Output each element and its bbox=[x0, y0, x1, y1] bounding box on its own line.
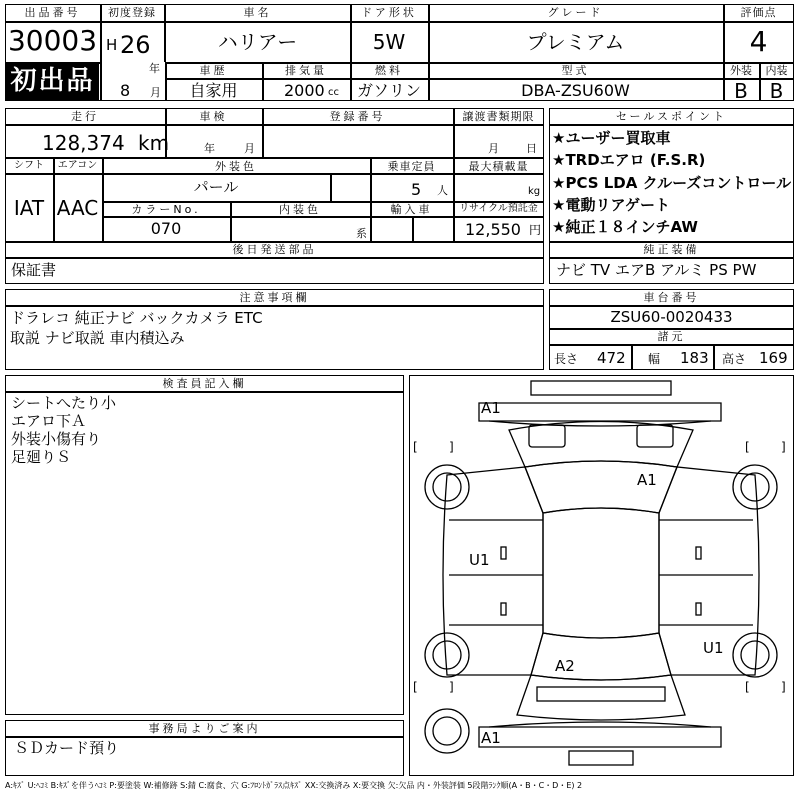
spare-wheel bbox=[425, 709, 469, 753]
car-name-label: 車名 bbox=[243, 6, 272, 19]
damage-mark: A1 bbox=[481, 399, 501, 417]
svg-text:]: ] bbox=[781, 680, 786, 694]
inspection-label: 車検 bbox=[199, 110, 228, 123]
height-label: 高さ bbox=[722, 352, 747, 366]
interior-color-label: 内装色 bbox=[279, 203, 321, 216]
year-unit: 年 bbox=[149, 62, 160, 75]
era: H bbox=[106, 36, 118, 54]
roof bbox=[543, 508, 659, 638]
displacement-unit: cc bbox=[328, 87, 339, 98]
damage-mark: A2 bbox=[555, 657, 575, 675]
transfer-label: 譲渡書類期限 bbox=[462, 110, 535, 123]
mileage-unit: km bbox=[138, 131, 170, 155]
hood bbox=[509, 422, 693, 468]
left-side bbox=[443, 467, 543, 675]
damage-mark: U1 bbox=[703, 639, 724, 657]
score-label: 評価点 bbox=[740, 6, 777, 19]
inspector-line: 足廻りＳ bbox=[11, 448, 72, 466]
door-label: ドア形状 bbox=[361, 6, 417, 19]
genuine-equipment: ナビ TV エアB アルミ PS PW bbox=[556, 261, 757, 279]
score: 4 bbox=[749, 25, 768, 58]
wheel-front-left bbox=[425, 465, 469, 509]
fuel-label: 燃料 bbox=[375, 64, 403, 77]
load-unit: kg bbox=[528, 186, 541, 197]
color: パール bbox=[193, 178, 239, 196]
history: 自家用 bbox=[189, 81, 238, 100]
color-label: 外装色 bbox=[215, 160, 257, 173]
width: 183 bbox=[680, 349, 709, 367]
door-type: 5W bbox=[372, 30, 406, 54]
genuine-equipment-label: 純正装備 bbox=[643, 243, 700, 256]
length: 472 bbox=[597, 349, 626, 367]
damage-mark: A1 bbox=[637, 471, 657, 489]
inspector-line: シートへたり小 bbox=[11, 394, 117, 412]
later-parts: 保証書 bbox=[11, 261, 57, 279]
month-unit: 月 bbox=[150, 86, 161, 99]
exterior-label: 外装 bbox=[730, 64, 752, 77]
spec-label: 諸元 bbox=[657, 330, 686, 343]
inspection-month-unit: 月 bbox=[244, 142, 255, 155]
rear-glass bbox=[531, 633, 671, 680]
inspector-line: 外装小傷有り bbox=[11, 430, 102, 448]
length-label: 長さ bbox=[554, 352, 579, 366]
roof-strip bbox=[531, 381, 671, 395]
damage-mark: U1 bbox=[469, 551, 490, 569]
car-name: ハリアー bbox=[217, 30, 298, 54]
svg-text:[: [ bbox=[413, 680, 418, 694]
mileage-label: 走行 bbox=[71, 110, 99, 123]
inspector-label: 検査員記入欄 bbox=[162, 377, 247, 390]
width-label: 幅 bbox=[648, 352, 661, 366]
ac: AAC bbox=[56, 196, 99, 220]
sales-point-item: ★TRDエアロ (F.S.R) bbox=[552, 151, 706, 169]
recycle-label: リサイクル預託金 bbox=[459, 203, 538, 214]
damage-mark: A1 bbox=[481, 729, 501, 747]
first-reg-label: 初度登録 bbox=[108, 6, 156, 19]
fuel: ガソリン bbox=[356, 81, 421, 100]
reg-year: 26 bbox=[120, 31, 151, 59]
displacement: 2000 bbox=[284, 81, 325, 100]
first-listing-badge: 初出品 bbox=[6, 63, 99, 100]
interior-label: 内装 bbox=[765, 64, 788, 77]
lot-number-label: 出品番号 bbox=[24, 6, 81, 19]
chassis-number: ZSU60-0020433 bbox=[610, 308, 733, 326]
inspector-line: エアロ下Ａ bbox=[11, 412, 87, 430]
sales-point-item: ★PCS LDA クルーズコントロール bbox=[552, 174, 792, 192]
interior-grade: B bbox=[769, 79, 784, 103]
shift: IAT bbox=[13, 196, 45, 220]
color-no-label: カラーNo. bbox=[131, 203, 201, 216]
tailgate bbox=[517, 675, 685, 720]
lot-number: 30003 bbox=[7, 24, 98, 57]
svg-text:[: [ bbox=[413, 440, 418, 454]
model: DBA-ZSU60W bbox=[521, 81, 630, 100]
capacity-unit: 人 bbox=[437, 184, 448, 197]
sales-point-item: ★電動リアゲート bbox=[552, 196, 670, 214]
legend: A:ｷｽﾞ U:ﾍｺﾐ B:ｷｽﾞを伴うﾍｺﾐ P:要塗装 W:補修跡 S:錆 C:腐食、穴 G:ﾌﾛﾝﾄｶﾞﾗｽ点ｷｽﾞ XX:交換済み X:要交換 欠:欠品 内・外装評価 5段階ﾗﾝｸ順(A・B・C・D・E) 2 bbox=[5, 781, 583, 790]
transfer-day: 日 bbox=[526, 142, 537, 155]
color-no: 070 bbox=[150, 219, 182, 238]
chassis-label: 車台番号 bbox=[643, 291, 700, 304]
sales-point-item: ★ユーザー買取車 bbox=[552, 129, 671, 147]
interior-color-unit: 系 bbox=[356, 227, 367, 240]
recycle-unit: 円 bbox=[529, 223, 542, 237]
sales-points-label: セールスポイント bbox=[615, 110, 727, 123]
history-label: 車歴 bbox=[199, 64, 228, 77]
svg-text:[: [ bbox=[745, 440, 750, 454]
displacement-label: 排気量 bbox=[285, 64, 327, 77]
office-label: 事務局よりご案内 bbox=[148, 722, 261, 735]
sales-point-item: ★純正１８インチAW bbox=[552, 218, 698, 236]
notes-line-2: 取説 ナビ取説 車内積込み bbox=[10, 329, 185, 347]
front-bumper bbox=[479, 403, 721, 421]
capacity: 5 bbox=[411, 180, 422, 199]
svg-text:]: ] bbox=[449, 440, 454, 454]
wheel-front-right bbox=[733, 465, 777, 509]
shift-label: シフト bbox=[14, 160, 44, 171]
reg-month: 8 bbox=[120, 81, 131, 100]
load-label: 最大積載量 bbox=[468, 160, 529, 173]
reg-number-label: 登録番号 bbox=[329, 110, 386, 123]
grade-label: グレード bbox=[547, 6, 604, 19]
notes-line-1: ドラレコ 純正ナビ バックカメラ ETC bbox=[10, 309, 263, 327]
transfer-month: 月 bbox=[488, 142, 499, 155]
notes-label: 注意事項欄 bbox=[239, 291, 310, 304]
later-parts-label: 後日発送部品 bbox=[232, 243, 317, 256]
rear-bumper bbox=[479, 727, 721, 747]
exterior-grade: B bbox=[734, 79, 748, 103]
inspection-year-unit: 年 bbox=[204, 142, 215, 155]
mileage: 128,374 bbox=[42, 131, 125, 155]
ac-label: エアコン bbox=[57, 160, 98, 171]
svg-text:[: [ bbox=[745, 680, 750, 694]
recycle: 12,550 bbox=[465, 220, 521, 239]
svg-text:]: ] bbox=[449, 680, 454, 694]
grade: プレミアム bbox=[526, 30, 625, 54]
capacity-label: 乗車定員 bbox=[387, 160, 436, 173]
office-note: ＳＤカード預り bbox=[14, 739, 120, 757]
model-label: 型式 bbox=[561, 64, 590, 77]
import-label: 輸入車 bbox=[390, 203, 433, 216]
car-diagram bbox=[409, 375, 794, 776]
svg-text:]: ] bbox=[781, 440, 786, 454]
height: 169 bbox=[759, 349, 788, 367]
